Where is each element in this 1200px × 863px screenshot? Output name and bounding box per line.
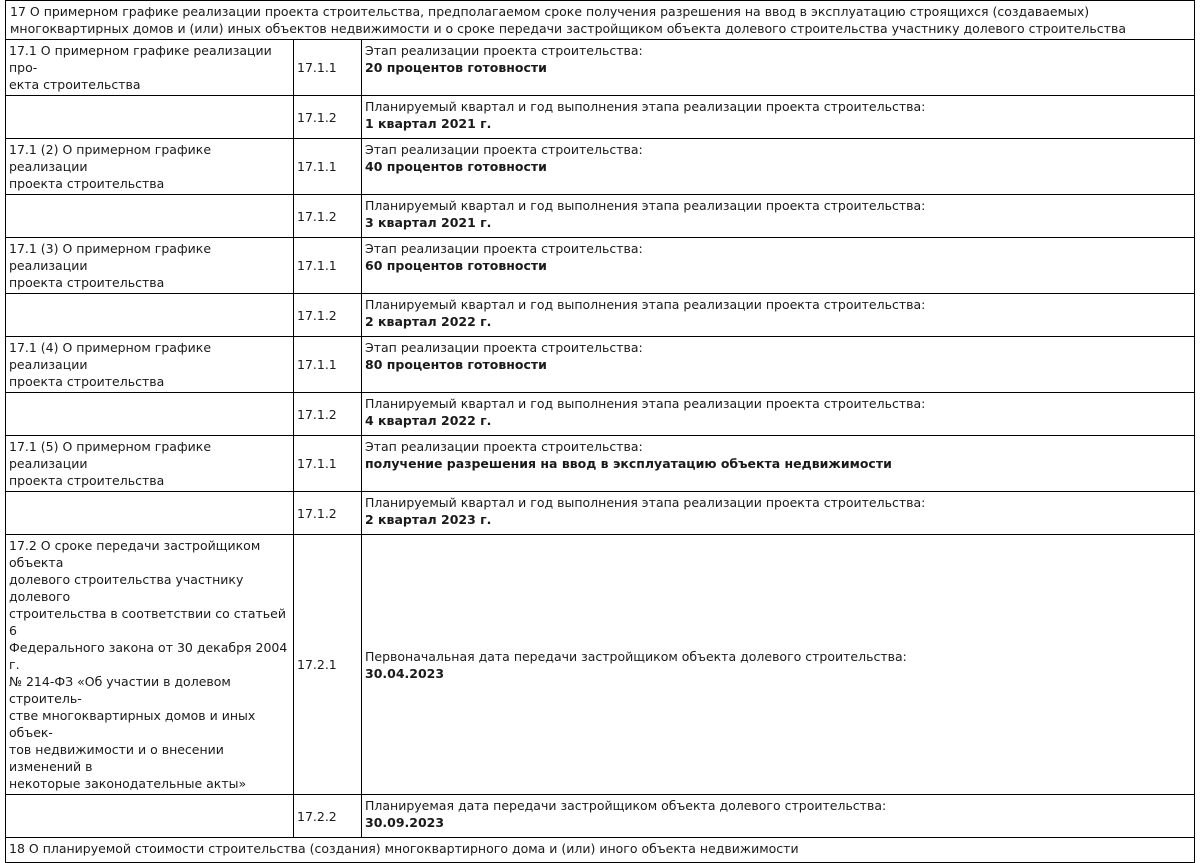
stage-title: 17.1 (5) О примерном графике реализации проекта строительства — [6, 436, 294, 492]
table-row — [6, 238, 1195, 294]
next-section-row — [6, 838, 1195, 863]
document-page — [5, 0, 1195, 863]
table-row — [6, 139, 1195, 195]
construction-schedule-table — [5, 0, 1195, 863]
table-row — [6, 535, 1195, 795]
item-code: 17.1.1 — [294, 40, 362, 96]
item-content: Первоначальная дата передачи застройщиком объекта долевого строительства: 30.04.2023 — [362, 535, 1195, 795]
section-17-header-row — [6, 1, 1195, 40]
stage-title: 17.1 О примерном графике реализации про- екта строительства — [6, 40, 294, 96]
item-content: Планируемый квартал и год выполнения этапа реализации проекта строительства: 1 квартал 2021 г. — [362, 96, 1195, 139]
item-code: 17.1.2 — [294, 294, 362, 337]
item-code: 17.1.1 — [294, 238, 362, 294]
item-code: 17.2.1 — [294, 535, 362, 795]
table-row — [6, 294, 1195, 337]
item-code: 17.1.1 — [294, 139, 362, 195]
empty-cell — [6, 393, 294, 436]
item-content: Планируемый квартал и год выполнения этапа реализации проекта строительства: 4 квартал 2022 г. — [362, 393, 1195, 436]
table-row — [6, 337, 1195, 393]
next-section-header: 18 О планируемой стоимости строительства (создания) многоквартирного дома и (или) иного объекта недвижимости — [6, 838, 1195, 863]
table-row — [6, 40, 1195, 96]
item-content: Этап реализации проекта строительства: 80 процентов готовности — [362, 337, 1195, 393]
item-content: Этап реализации проекта строительства: получение разрешения на ввод в эксплуатацию объекта недвижимости — [362, 436, 1195, 492]
item-content: Планируемая дата передачи застройщиком объекта долевого строительства: 30.09.2023 — [362, 795, 1195, 838]
transfer-title: 17.2 О сроке передачи застройщиком объекта долевого строительства участнику долевого строительства в соответствии со статьей 6 Федерального закона от 30 декабря 2004 г. № 214-ФЗ «Об участии в долевом строитель- стве многоквартирных домов и иных объек- тов недвижимости и о внесении изменений в некоторые законодательные акты» — [6, 535, 294, 795]
empty-cell — [6, 294, 294, 337]
item-code: 17.1.1 — [294, 337, 362, 393]
table-row — [6, 195, 1195, 238]
item-code: 17.1.2 — [294, 96, 362, 139]
section-17-header: 17 О примерном графике реализации проекта строительства, предполагаемом сроке получения разрешения на ввод в эксплуатацию строящихся (создаваемых) многоквартирных домов и (или) иных объектов недвижимости и о сроке передачи застройщиком объекта долевого строительства участнику долевого строительства — [6, 1, 1195, 40]
item-content: Планируемый квартал и год выполнения этапа реализации проекта строительства: 2 квартал 2023 г. — [362, 492, 1195, 535]
table-row — [6, 393, 1195, 436]
item-code: 17.2.2 — [294, 795, 362, 838]
item-content: Этап реализации проекта строительства: 20 процентов готовности — [362, 40, 1195, 96]
stage-title: 17.1 (2) О примерном графике реализации проекта строительства — [6, 139, 294, 195]
table-row — [6, 96, 1195, 139]
stage-title: 17.1 (3) О примерном графике реализации проекта строительства — [6, 238, 294, 294]
item-content: Планируемый квартал и год выполнения этапа реализации проекта строительства: 2 квартал 2022 г. — [362, 294, 1195, 337]
empty-cell — [6, 492, 294, 535]
item-content: Этап реализации проекта строительства: 40 процентов готовности — [362, 139, 1195, 195]
item-code: 17.1.2 — [294, 393, 362, 436]
item-content: Этап реализации проекта строительства: 60 процентов готовности — [362, 238, 1195, 294]
empty-cell — [6, 195, 294, 238]
table-row — [6, 436, 1195, 492]
stage-title: 17.1 (4) О примерном графике реализации проекта строительства — [6, 337, 294, 393]
item-code: 17.1.2 — [294, 195, 362, 238]
item-code: 17.1.1 — [294, 436, 362, 492]
empty-cell — [6, 96, 294, 139]
empty-cell — [6, 795, 294, 838]
item-content: Планируемый квартал и год выполнения этапа реализации проекта строительства: 3 квартал 2021 г. — [362, 195, 1195, 238]
table-row — [6, 492, 1195, 535]
table-row — [6, 795, 1195, 838]
item-code: 17.1.2 — [294, 492, 362, 535]
